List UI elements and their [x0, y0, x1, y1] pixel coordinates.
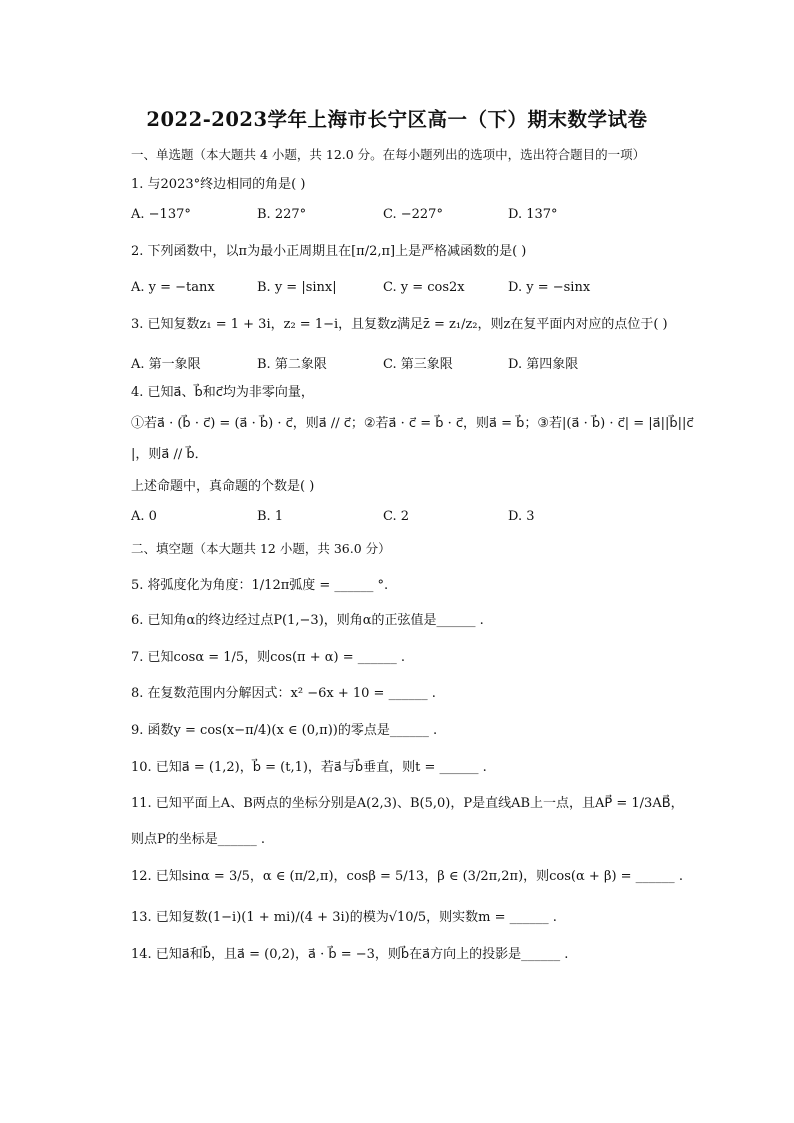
question-4-ask: 上述命题中，真命题的个数是( ) [131, 479, 315, 494]
question-8: 8. 在复数范围内分解因式：x² −6x + 10 = ______ . [131, 686, 436, 701]
question-7: 7. 已知cosα = 1/5，则cos(π + α) = ______ . [131, 650, 405, 665]
option-b: B. 227° [257, 207, 307, 222]
option-c: C. 第三象限 [383, 357, 453, 372]
option-b: B. 第二象限 [257, 357, 327, 372]
question-9: 9. 函数y = cos(x−π/4)(x ∈ (0,π))的零点是______ . [131, 723, 438, 738]
option-c: C. 2 [383, 509, 410, 524]
option-d: D. y = −sinx [508, 280, 591, 295]
exam-title: 2022-2023学年上海市长宁区高一（下）期末数学试卷 [146, 108, 648, 131]
question-4-propositions-cont: |，则a⃗ // b⃗． [131, 447, 208, 462]
option-c: C. −227° [383, 207, 443, 222]
question-11-line-1: 11. 已知平面上A、B两点的坐标分别是A(2,3)、B(5,0)，P是直线AB上一点，且AP⃗ = 1/3AB⃗， [131, 796, 684, 811]
question-12: 12. 已知sinα = 3/5，α ∈ (π/2,π)，cosβ = 5/13，β ∈ (3/2π,2π)，则cos(α + β) = ______ . [131, 869, 683, 884]
section-fill-blank: 二、填空题（本大题共 12 小题，共 36.0 分） [131, 541, 391, 556]
option-d: D. 第四象限 [508, 357, 579, 372]
question-6: 6. 已知角α的终边经过点P(1,−3)，则角α的正弦值是______ . [131, 613, 484, 628]
option-d: D. 137° [508, 207, 558, 222]
option-b: B. 1 [257, 509, 284, 524]
option-b: B. y = |sinx| [257, 280, 337, 295]
question-4-stem: 4. 已知a⃗、b⃗和c⃗均为非零向量， [131, 385, 314, 400]
option-c: C. y = cos2x [383, 280, 465, 295]
question-2-stem: 2. 下列函数中，以π为最小正周期且在[π/2,π]上是严格减函数的是( ) [131, 244, 527, 259]
option-a: A. y = −tanx [131, 280, 215, 295]
question-10: 10. 已知a⃗ = (1,2)，b⃗ = (t,1)，若a⃗与b⃗垂直，则t = ______ . [131, 760, 487, 775]
question-5: 5. 将弧度化为角度：1/12π弧度 = ______ °. [131, 578, 389, 593]
question-11-line-2: 则点P的坐标是______ . [131, 832, 266, 847]
option-d: D. 3 [508, 509, 535, 524]
question-1-stem: 1. 与2023°终边相同的角是( ) [131, 177, 306, 192]
option-a: A. 0 [131, 509, 157, 524]
question-3-stem: 3. 已知复数z₁ = 1 + 3i，z₂ = 1−i，且复数z满足z̄ = z₁/z₂，则z在复平面内对应的点位于( ) [131, 317, 668, 332]
option-a: A. −137° [131, 207, 191, 222]
question-13: 13. 已知复数(1−i)(1 + mi)/(4 + 3i)的模为√10/5，则实数m = ______ . [131, 910, 557, 925]
question-4-propositions: ①若a⃗ · (b⃗ · c⃗) = (a⃗ · b⃗) · c⃗，则a⃗ // c⃗；②若a⃗ · c⃗ = b⃗ · c⃗，则a⃗ = b⃗；③若|(a⃗ · b⃗) · c⃗| = |a⃗||b⃗||c⃗ [131, 416, 694, 431]
section-single-choice: 一、单选题（本大题共 4 小题，共 12.0 分。在每小题列出的选项中，选出符合题目的一项） [131, 147, 646, 162]
question-14: 14. 已知a⃗和b⃗，且a⃗ = (0,2)，a⃗ · b⃗ = −3，则b⃗在a⃗方向上的投影是______ . [131, 947, 569, 962]
option-a: A. 第一象限 [131, 357, 201, 372]
